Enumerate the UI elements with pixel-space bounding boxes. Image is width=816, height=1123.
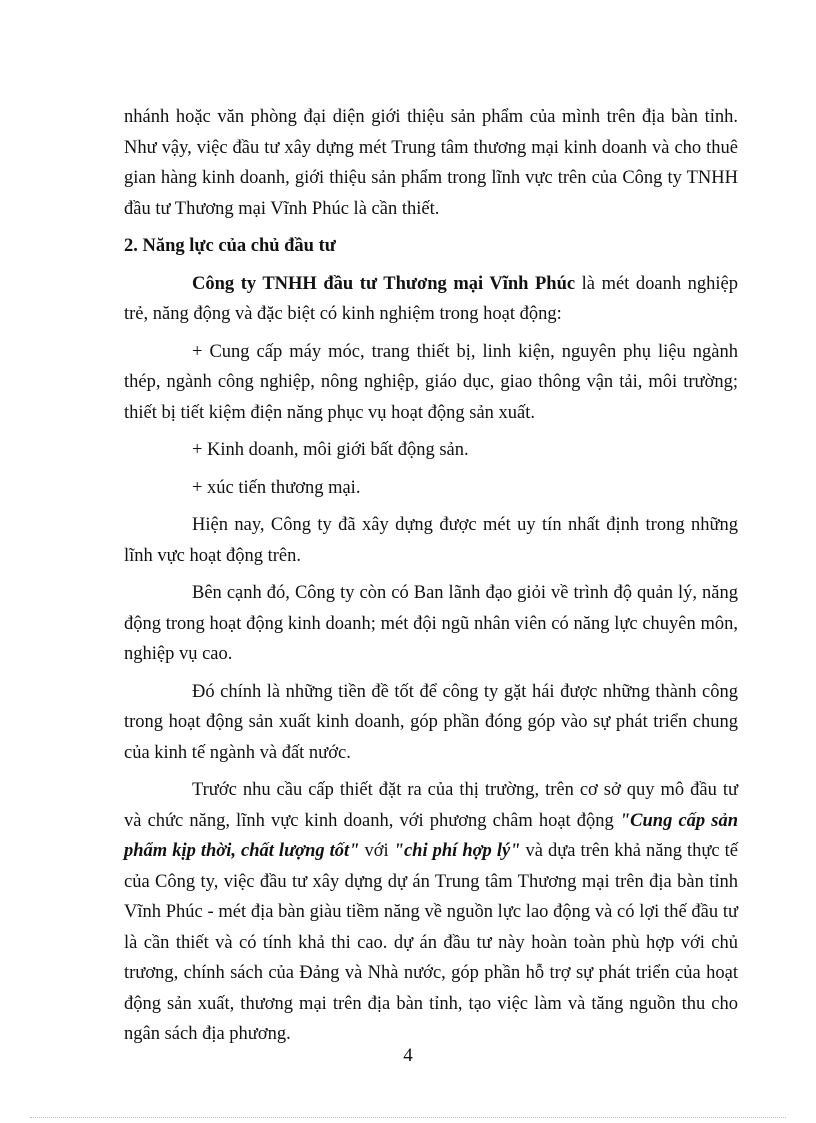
- page-number: 4: [403, 1045, 413, 1066]
- section-heading: 2. Năng lực của chủ đầu tư: [124, 236, 336, 256]
- bullet-item-trade-promotion: + xúc tiến thương mại.: [192, 477, 361, 498]
- page-bottom-divider: [30, 1117, 786, 1118]
- paragraph-premise: Đó chính là những tiền đề tốt để công ty gặt hái được những thành công trong hoạt động sản xuất kinh doanh, góp phần đóng góp vào sự phát triển chung của kinh tế ngành và đất nước.: [124, 681, 738, 763]
- company-intro-text: là mét doanh nghiệp trẻ, năng động và đặc biệt có kinh nghiệm trong hoạt động:: [124, 273, 739, 324]
- necessity-text-b: với: [359, 841, 394, 861]
- company-name: Công ty TNHH đầu tư Thương mại Vĩnh Phúc: [192, 273, 576, 294]
- bullet-item-supply: + Cung cấp máy móc, trang thiết bị, linh kiện, nguyên phụ liệu ngành thép, ngành công nghiệp, nông nghiệp, giáo dục, giao thông vận tải, môi trường; thiết bị tiết kiệm điện năng phục vụ hoạt động sản xuất.: [124, 341, 738, 423]
- motto-quote: "Cung cấp sản phẩm kịp thời, chất lượng tốt": [124, 810, 739, 861]
- paragraph-leadership: Bên cạnh đó, Công ty còn có Ban lãnh đạo giỏi về trình độ quản lý, năng động trong hoạt động kinh doanh; mét đội ngũ nhân viên có năng lực chuyên môn, nghiệp vụ cao.: [124, 583, 738, 664]
- necessity-text-c: và dựa trên khả năng thực tế của Công ty, việc đầu tư xây dựng dự án Trung tâm Thương mại trên địa bàn tỉnh Vĩnh Phúc - mét địa bàn giàu tiềm năng về nguồn lực lao động và có lợi thế đầu tư là cần thiết và có tính khả thi cao. dự án đầu tư này hoàn toàn phù hợp với chủ trương, chính sách của Đảng và Nhà nước, góp phần hỗ trợ sự phát triển của hoạt động sản xuất, thương mại trên địa bàn tỉnh, tạo việc làm và tăng nguồn thu cho ngân sách địa phương.: [124, 841, 738, 1044]
- necessity-text-a: Trước nhu cầu cấp thiết đặt ra của thị trường, trên cơ sở quy mô đầu tư và chức năng, lĩnh vực kinh doanh, với phương châm hoạt động: [124, 780, 738, 831]
- paragraph-continued: nhánh hoặc văn phòng đại diện giới thiệu sản phẩm của mình trên địa bàn tỉnh. Như vậy, việc đầu tư xây dựng mét Trung tâm thương mại kinh doanh và cho thuê gian hàng kinh doanh, giới thiệu sản phẩm trong lĩnh vực trên của Công ty TNHH đầu tư Thương mại Vĩnh Phúc là cần thiết.: [124, 107, 738, 219]
- cost-quote: "chi phí hợp lý": [393, 841, 521, 861]
- paragraph-reputation: Hiện nay, Công ty đã xây dựng được mét uy tín nhất định trong những lĩnh vực hoạt động trên.: [124, 515, 738, 566]
- paragraph-necessity: [124, 775, 738, 1050]
- document-page: [124, 102, 738, 1057]
- bullet-item-real-estate: + Kinh doanh, môi giới bất động sản.: [192, 440, 469, 460]
- paragraph-company-intro: [124, 269, 738, 330]
